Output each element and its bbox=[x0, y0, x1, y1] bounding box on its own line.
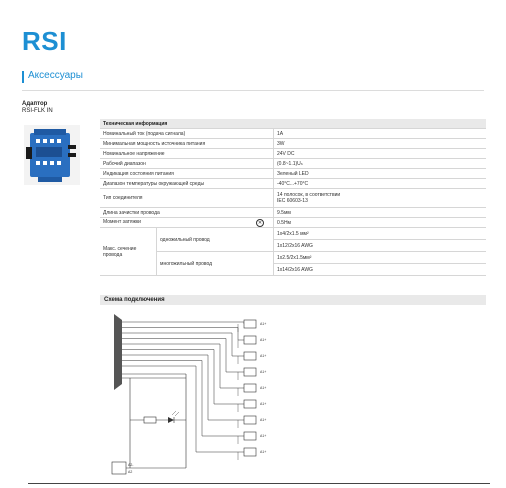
relay-coil-icon bbox=[244, 400, 256, 408]
relay-coil-icon bbox=[244, 336, 256, 344]
table-row: Минимальная мощность источника питания 3W bbox=[100, 139, 486, 149]
power-terminal-icon bbox=[112, 462, 126, 474]
table-row: Момент затяжки ✕ 0.5Нм bbox=[100, 218, 486, 228]
adapter-image-icon bbox=[24, 125, 80, 185]
section-accent-bar bbox=[22, 71, 24, 83]
product-code: RSI-FLK IN bbox=[22, 108, 53, 114]
table-row: Макс. сечение провода одножильный провод 1x4/2x1.5 мм² bbox=[100, 228, 486, 240]
stranded-wire-label: многожильный провод bbox=[157, 252, 274, 276]
bottom-divider bbox=[28, 483, 490, 484]
relay-coil-icon bbox=[244, 368, 256, 376]
signal-wire bbox=[122, 350, 244, 405]
table-row: Тип соединителя 14 полосок, в соответствии IEC 60603-13 bbox=[100, 189, 486, 208]
relay-label: A1+ bbox=[260, 386, 267, 390]
power-label: A2- bbox=[128, 463, 134, 467]
brand-title: RSI bbox=[22, 26, 67, 56]
relay-label: A1+ bbox=[260, 450, 267, 454]
signal-wire bbox=[122, 328, 244, 341]
table-row: Длина зачистки провода 9.5мм bbox=[100, 208, 486, 218]
solid-wire-label: одножильный провод bbox=[157, 228, 274, 252]
product-image bbox=[24, 125, 80, 185]
table-row: Рабочий диапазон (0.8~1.1)Uₙ bbox=[100, 159, 486, 169]
top-divider bbox=[22, 90, 484, 91]
relay-coil-icon bbox=[244, 432, 256, 440]
signal-wire bbox=[122, 333, 244, 356]
signal-wire bbox=[122, 355, 244, 420]
signal-wire bbox=[122, 361, 244, 437]
relay-label: A1+ bbox=[260, 322, 267, 326]
resistor-icon bbox=[144, 417, 156, 423]
section-title: Аксессуары bbox=[28, 70, 83, 81]
tech-spec-table bbox=[100, 119, 486, 276]
signal-wire bbox=[122, 322, 244, 324]
relay-label: A1+ bbox=[260, 354, 267, 358]
table-row: Номинальный ток (подача сигнала) 1A bbox=[100, 129, 486, 139]
relay-label: A1+ bbox=[260, 402, 267, 406]
wiring-diagram-svg bbox=[100, 312, 290, 480]
relay-label: A1+ bbox=[260, 338, 267, 342]
spec-table-title: Техническая информация bbox=[100, 119, 486, 129]
table-row: 1x12/2x16 AWG bbox=[100, 240, 486, 252]
led-icon bbox=[168, 417, 174, 423]
relay-coil-icon bbox=[244, 352, 256, 360]
table-row: Диапазон температуры окружающей среды -40°C...+70°C bbox=[100, 179, 486, 189]
relay-label: A1+ bbox=[260, 418, 267, 422]
signal-wire bbox=[122, 366, 244, 452]
relay-label: A1+ bbox=[260, 434, 267, 438]
relay-coil-icon bbox=[244, 448, 256, 456]
table-row: Индикация состояния питания Зеленый LED bbox=[100, 169, 486, 179]
wire-section-label: Макс. сечение провода bbox=[100, 228, 157, 276]
relay-label: A1+ bbox=[260, 370, 267, 374]
schema-title: Схема подключения bbox=[100, 295, 486, 305]
relay-coil-icon bbox=[244, 320, 256, 328]
wiring-diagram bbox=[100, 312, 290, 480]
table-row: многожильный провод 1x2.5/2x1.5мм² bbox=[100, 252, 486, 264]
power-label: A2 bbox=[128, 470, 133, 474]
table-row: 1x14/2x16 AWG bbox=[100, 264, 486, 276]
product-name: Адаптор bbox=[22, 101, 48, 107]
relay-coil-icon bbox=[244, 416, 256, 424]
table-row: Номинальное напряжение 24V DC bbox=[100, 149, 486, 159]
relay-coil-icon bbox=[244, 384, 256, 392]
torque-icon: ✕ bbox=[257, 219, 263, 226]
